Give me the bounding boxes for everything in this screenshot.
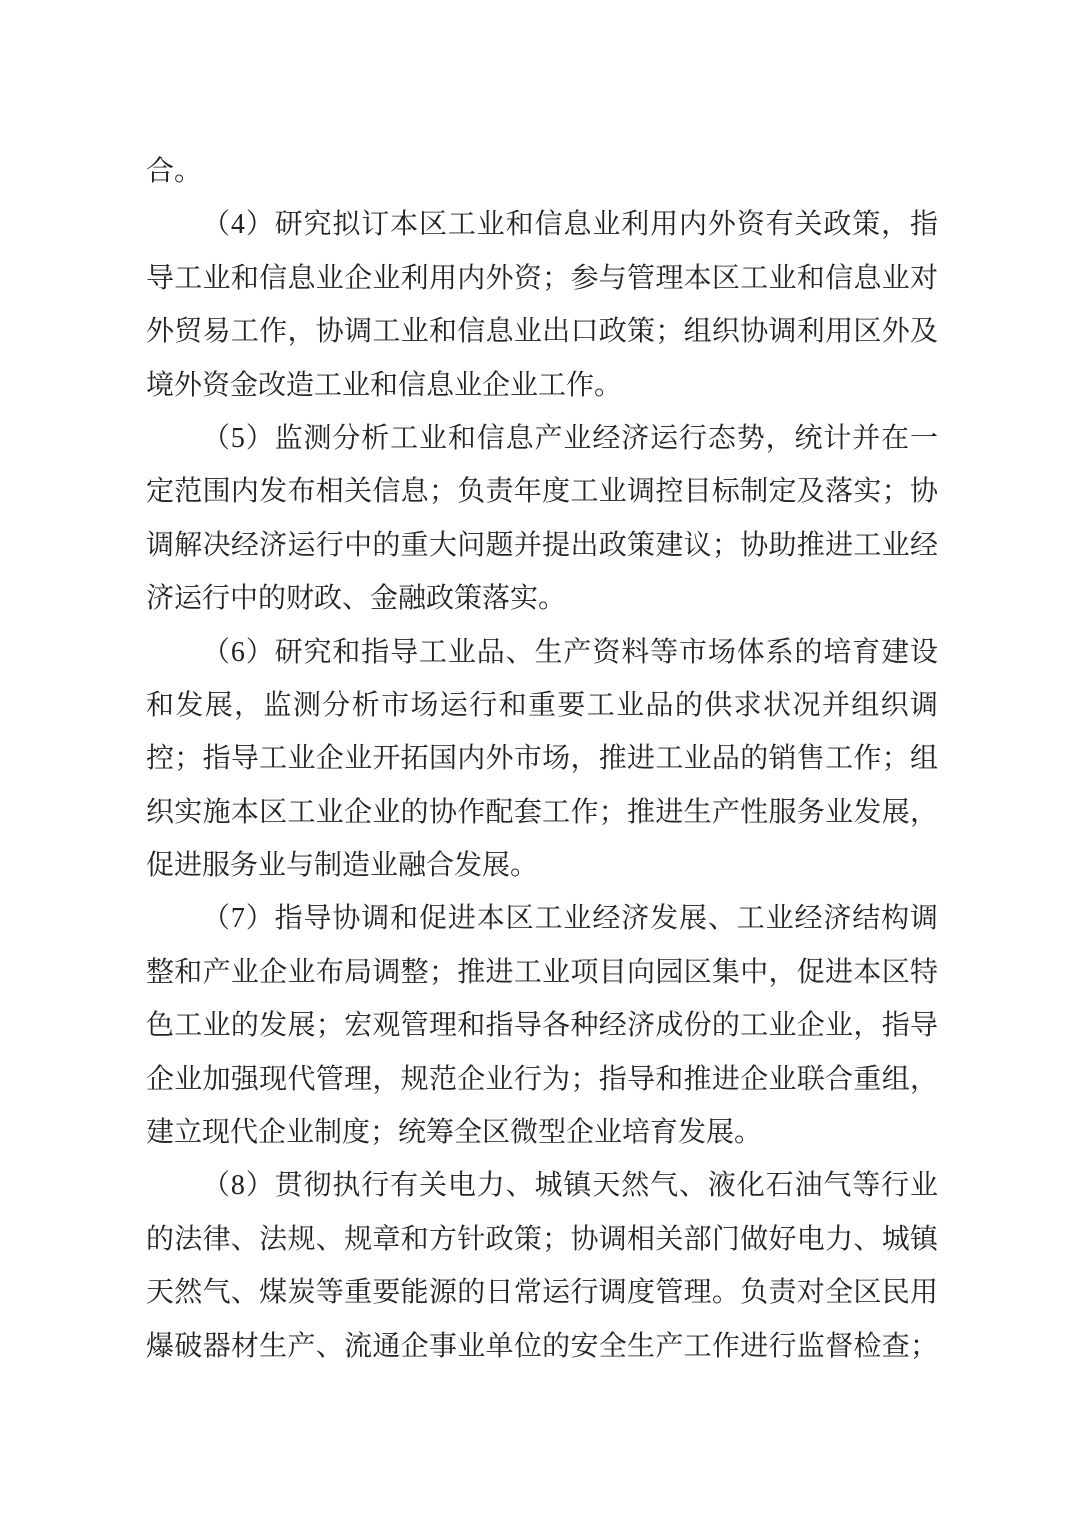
text-line: （4）研究拟订本区工业和信息业利用内外资有关政策，指 — [202, 209, 938, 241]
text-line: （6）研究和指导工业品、生产资料等市场体系的培育建设 — [202, 636, 938, 668]
text-line: 济运行中的财政、金融政策落实。 — [146, 583, 567, 615]
text-line: 的法律、法规、规章和方针政策；协调相关部门做好电力、城镇 — [146, 1223, 938, 1255]
paragraph-item-6 — [146, 626, 938, 893]
text-line: 和发展，监测分析市场运行和重要工业品的供求状况并组织调 — [146, 689, 938, 721]
paragraph-item-8 — [146, 1159, 938, 1373]
text-line: 企业加强现代管理，规范企业行为；指导和推进企业联合重组， — [146, 1063, 938, 1095]
text-line: 合。 — [146, 156, 203, 187]
paragraph-item-4 — [146, 198, 938, 412]
text-line: 爆破器材生产、流通企事业单位的安全生产工作进行监督检查； — [146, 1330, 938, 1362]
text-line: 境外资金改造工业和信息业企业工作。 — [146, 369, 623, 401]
text-line: 天然气、煤炭等重要能源的日常运行调度管理。负责对全区民用 — [146, 1277, 938, 1309]
text-line: 外贸易工作，协调工业和信息业出口政策；组织协调利用区外及 — [146, 316, 938, 348]
text-line: 导工业和信息业企业利用内外资；参与管理本区工业和信息业对 — [146, 262, 938, 294]
text-line: 控；指导工业企业开拓国内外市场，推进工业品的销售工作；组 — [146, 743, 938, 775]
text-line: 促进服务业与制造业融合发展。 — [146, 850, 539, 882]
paragraph-item-5 — [146, 412, 938, 626]
text-line: 色工业的发展；宏观管理和指导各种经济成份的工业企业，指导 — [146, 1010, 938, 1042]
text-line: （5）监测分析工业和信息产业经济运行态势，统计并在一 — [202, 422, 938, 454]
text-line: 整和产业企业布局调整；推进工业项目向园区集中，促进本区特 — [146, 956, 938, 988]
text-line: （8）贯彻执行有关电力、城镇天然气、液化石油气等行业 — [202, 1170, 938, 1202]
text-line: （7）指导协调和促进本区工业经济发展、工业经济结构调 — [202, 903, 938, 935]
text-line: 织实施本区工业企业的协作配套工作；推进生产性服务业发展， — [146, 796, 938, 828]
text-line: 定范围内发布相关信息；负责年度工业调控目标制定及落实；协 — [146, 476, 938, 508]
paragraph-continuation — [146, 145, 938, 198]
paragraph-item-7 — [146, 892, 938, 1159]
document-text-block — [146, 145, 938, 1373]
text-line: 调解决经济运行中的重大问题并提出政策建议；协助推进工业经 — [146, 529, 938, 561]
text-line: 建立现代企业制度；统筹全区微型企业培育发展。 — [146, 1117, 763, 1149]
